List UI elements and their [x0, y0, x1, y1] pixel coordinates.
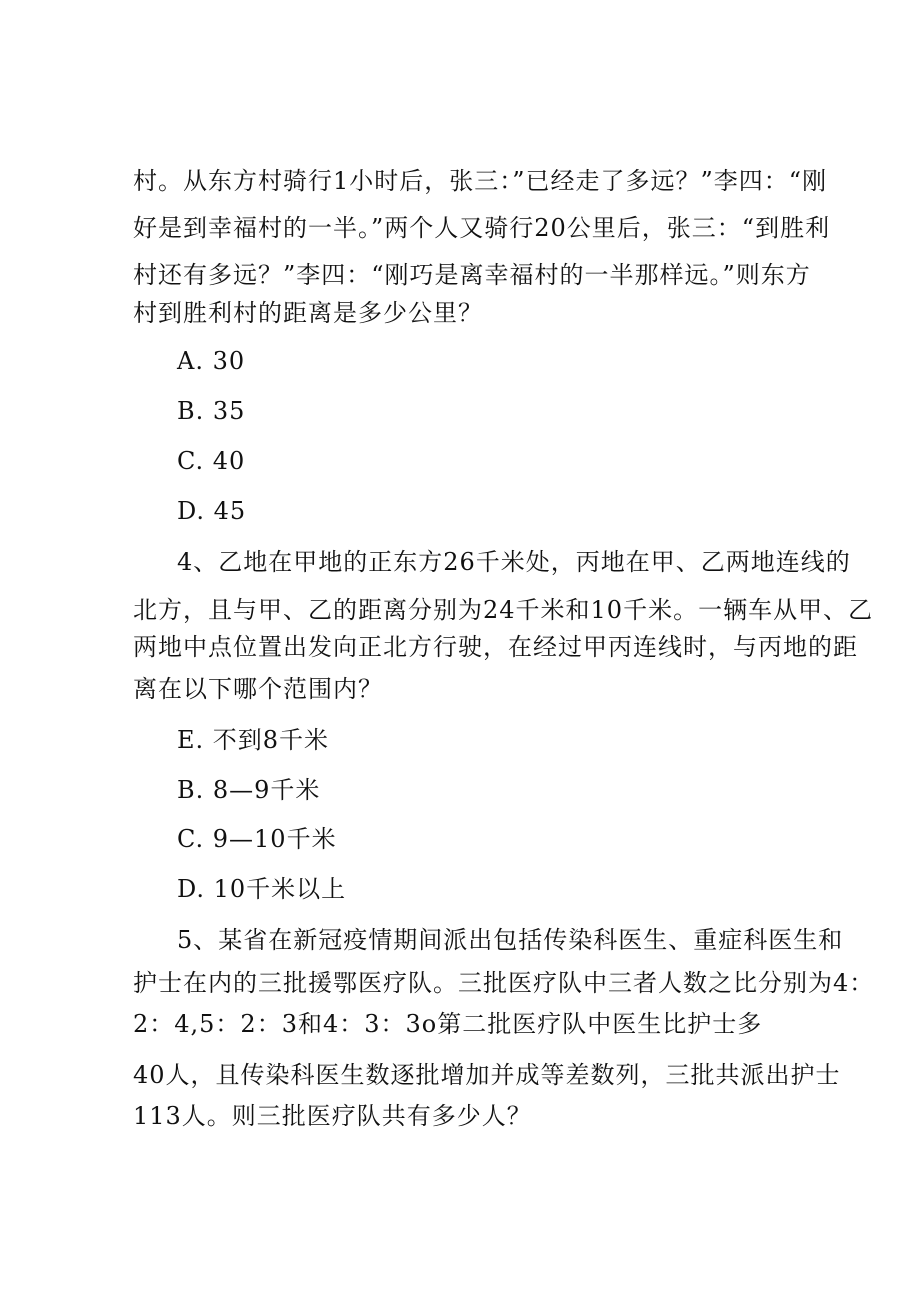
q5-text-line: 2：4,5：2：3和4：3：3o第二批医疗队中医生比护士多	[133, 1010, 763, 1038]
q3-option-d: D. 45	[177, 497, 247, 525]
q3-option-c: C. 40	[177, 447, 246, 475]
q4-text-line: 两地中点位置出发向正北方行驶，在经过甲丙连线时，与丙地的距	[133, 633, 858, 661]
q5-text-line: 113人。则三批医疗队共有多少人？	[133, 1102, 532, 1130]
q4-option-b: B. 8—9千米	[177, 776, 321, 804]
q5-text-line: 护士在内的三批援鄂医疗队。三批医疗队中三者人数之比分别为4：	[133, 969, 875, 997]
q4-text-line: 北方，且与甲、乙的距离分别为24千米和10千米。一辆车从甲、乙	[133, 596, 874, 624]
q3-text-line: 村到胜利村的距离是多少公里？	[133, 299, 483, 327]
q4-first-line: 4、乙地在甲地的正东方26千米处，丙地在甲、乙两地连线的	[177, 548, 851, 576]
q4-option-d: D. 10千米以上	[177, 875, 347, 903]
q3-option-a: A. 30	[177, 347, 246, 375]
q3-option-b: B. 35	[177, 397, 246, 425]
q3-text-line: 村。从东方村骑行1小时后，张三：”已经走了多远？”李四：“刚	[133, 167, 828, 195]
q4-text-line: 离在以下哪个范围内？	[133, 675, 383, 703]
q5-text-line: 40人，且传染科医生数逐批增加并成等差数列，三批共派出护士	[133, 1061, 841, 1089]
q3-text-line: 好是到幸福村的一半。”两个人又骑行20公里后，张三：“到胜利	[133, 214, 831, 242]
q3-text-line: 村还有多远？”李四：“刚巧是离幸福村的一半那样远。”则东方	[133, 261, 811, 289]
q5-first-line: 5、某省在新冠疫情期间派出包括传染科医生、重症科医生和	[177, 926, 844, 954]
q4-option-e: E. 不到8千米	[177, 726, 330, 754]
q4-option-c: C. 9—10千米	[177, 825, 337, 853]
